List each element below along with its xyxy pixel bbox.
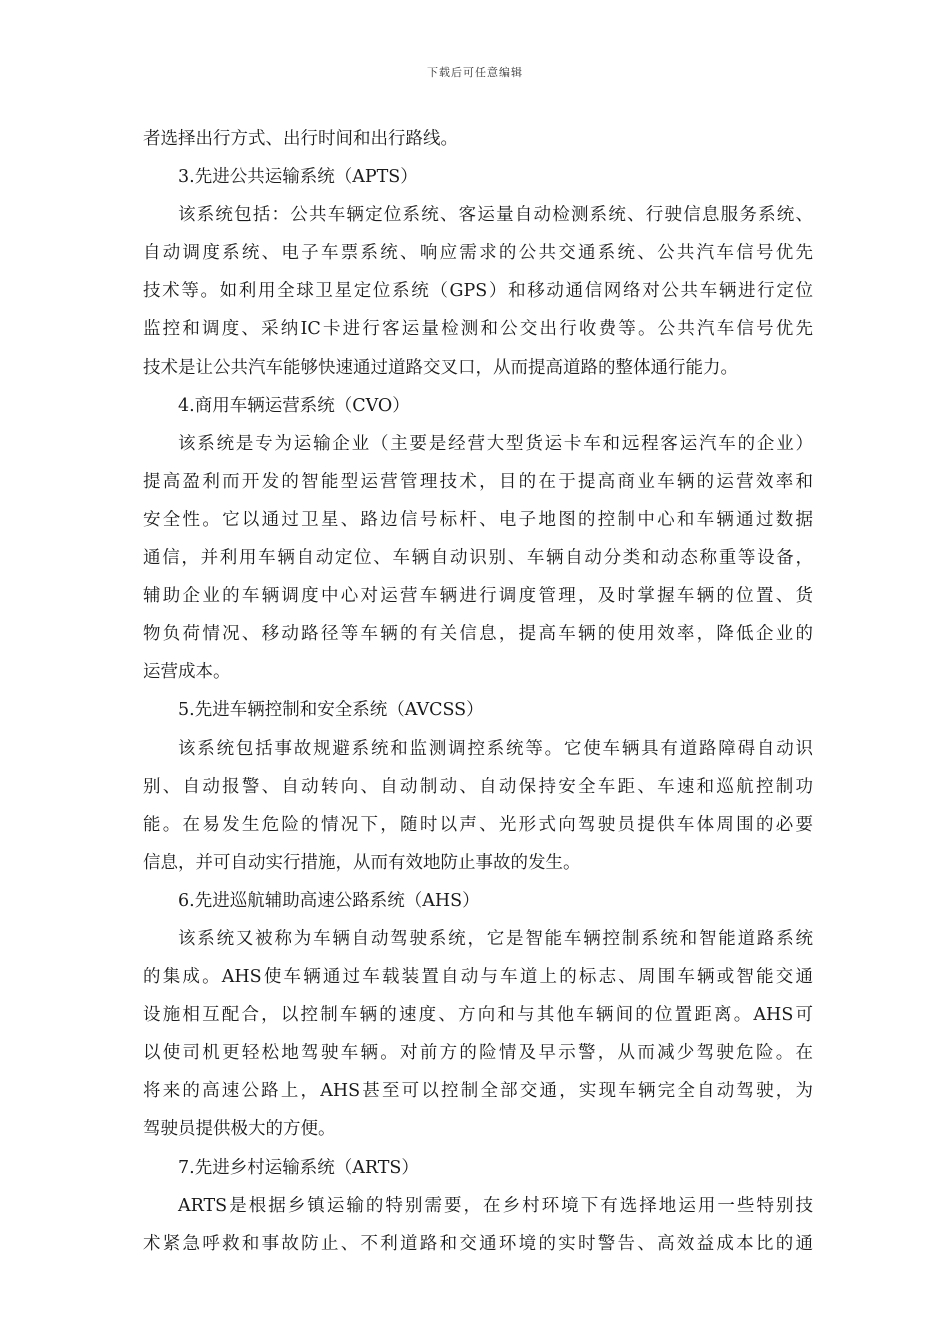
text-line: 该系统是专为运输企业（主要是经营大型货运卡车和远程客运汽车的企业）	[178, 433, 813, 454]
text-line: 将来的高速公路上，AHS甚至可以控制全部交通，实现车辆完全自动驾驶，为	[143, 1081, 813, 1102]
text-line: 的集成。AHS使车辆通过车载装置自动与车道上的标志、周围车辆或智能交通	[143, 967, 813, 988]
text-line: 该系统包括事故规避系统和监测调控系统等。它使车辆具有道路障碍自动识	[178, 738, 813, 759]
document-body	[143, 120, 813, 1263]
text-line: 7.先进乡村运输系统（ARTS）	[178, 1157, 419, 1178]
text-line: 该系统又被称为车辆自动驾驶系统，它是智能车辆控制系统和智能道路系统	[178, 928, 813, 949]
text-line: 6.先进巡航辅助高速公路系统（AHS）	[178, 890, 480, 911]
text-line: 术紧急呼救和事故防止、不利道路和交通环境的实时警告、高效益成本比的通	[143, 1233, 813, 1254]
text-line: 3.先进公共运输系统（APTS）	[178, 167, 418, 188]
text-line: 运营成本。	[143, 662, 231, 683]
text-line: 4.商用车辆运营系统（CVO）	[178, 395, 410, 416]
text-line: 能。在易发生危险的情况下，随时以声、光形式向驾驶员提供车体周围的必要	[143, 814, 813, 835]
text-line: 5.先进车辆控制和安全系统（AVCSS）	[178, 700, 484, 721]
text-line: 以使司机更轻松地驾驶车辆。对前方的险情及早示警，从而减少驾驶危险。在	[143, 1043, 813, 1064]
text-line: 技术是让公共汽车能够快速通过道路交叉口，从而提高道路的整体通行能力。	[143, 357, 738, 378]
text-line: 技术等。如利用全球卫星定位系统（GPS）和移动通信网络对公共车辆进行定位	[143, 281, 813, 302]
text-line: 该系统包括：公共车辆定位系统、客运量自动检测系统、行驶信息服务系统、	[178, 205, 813, 226]
text-line: 监控和调度、采纳IC卡进行客运量检测和公交出行收费等。公共汽车信号优先	[143, 319, 813, 340]
text-line: 物负荷情况、移动路径等车辆的有关信息，提高车辆的使用效率，降低企业的	[143, 624, 813, 645]
text-line: 信息，并可自动实行措施，从而有效地防止事故的发生。	[143, 852, 581, 873]
text-line: 安全性。它以通过卫星、路边信号标杆、电子地图的控制中心和车辆通过数据	[143, 509, 813, 530]
text-line: 设施相互配合，以控制车辆的速度、方向和与其他车辆间的位置距离。AHS可	[143, 1005, 813, 1026]
text-line: 自动调度系统、电子车票系统、响应需求的公共交通系统、公共汽车信号优先	[143, 243, 813, 264]
text-line: 提高盈利而开发的智能型运营管理技术，目的在于提高商业车辆的运营效率和	[143, 471, 813, 492]
text-line: ARTS是根据乡镇运输的特别需要，在乡村环境下有选择地运用一些特别技	[178, 1195, 813, 1216]
text-line: 者选择出行方式、出行时间和出行路线。	[143, 129, 458, 149]
page-header: 下载后可任意编辑	[427, 66, 523, 79]
text-line: 别、自动报警、自动转向、自动制动、自动保持安全车距、车速和巡航控制功	[143, 776, 813, 797]
text-line: 驾驶员提供极大的方便。	[143, 1119, 336, 1140]
text-line: 通信，并利用车辆自动定位、车辆自动识别、车辆自动分类和动态称重等设备，	[143, 548, 813, 569]
text-line: 辅助企业的车辆调度中心对运营车辆进行调度管理，及时掌握车辆的位置、货	[143, 586, 813, 607]
